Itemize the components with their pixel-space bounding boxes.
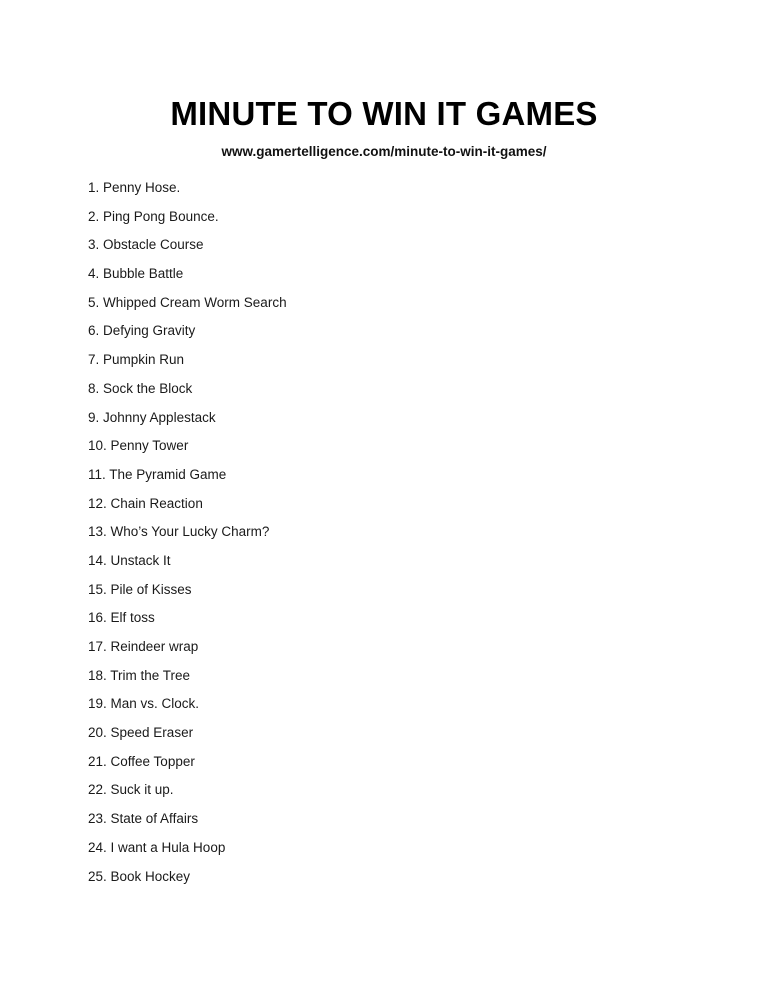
list-item: 21. Coffee Topper xyxy=(88,753,195,769)
list-item: 17. Reindeer wrap xyxy=(88,639,199,654)
list-item: 7. Pumpkin Run xyxy=(88,352,185,368)
list-item: 16. Elf toss xyxy=(88,610,155,626)
list-item: 19. Man vs. Clock. xyxy=(88,696,200,712)
list-item: 20. Speed Eraser xyxy=(88,725,194,741)
list-item: 9. Johnny Applestack xyxy=(88,409,216,425)
list-item: 13. Who’s Your Lucky Charm? xyxy=(88,524,270,540)
list-item: 14. Unstack It xyxy=(88,552,171,568)
list-item: 15. Pile of Kisses xyxy=(88,581,192,597)
list-item: 5. Whipped Cream Worm Search xyxy=(88,294,287,310)
page-title: MINUTE TO WIN IT GAMES xyxy=(170,95,598,132)
games-list xyxy=(88,178,287,895)
list-item: 25. Book Hockey xyxy=(88,868,191,884)
list-item: 1. Penny Hose. xyxy=(88,180,181,195)
list-item: 3. Obstacle Course xyxy=(88,237,204,253)
list-item: 24. I want a Hula Hoop xyxy=(88,839,226,855)
list-item: 10. Penny Tower xyxy=(88,438,189,454)
list-item: 4. Bubble Battle xyxy=(88,266,184,282)
list-item: 12. Chain Reaction xyxy=(88,495,203,511)
list-item: 23. State of Affairs xyxy=(88,811,199,827)
source-url: www.gamertelligence.com/minute-to-win-it-games/ xyxy=(221,144,547,159)
list-item: 2. Ping Pong Bounce. xyxy=(88,208,219,224)
list-item: 11. The Pyramid Game xyxy=(88,466,227,482)
list-item: 22. Suck it up. xyxy=(88,782,174,798)
list-item: 6. Defying Gravity xyxy=(88,323,196,339)
list-item: 8. Sock the Block xyxy=(88,380,193,396)
list-item: 18. Trim the Tree xyxy=(88,667,191,683)
